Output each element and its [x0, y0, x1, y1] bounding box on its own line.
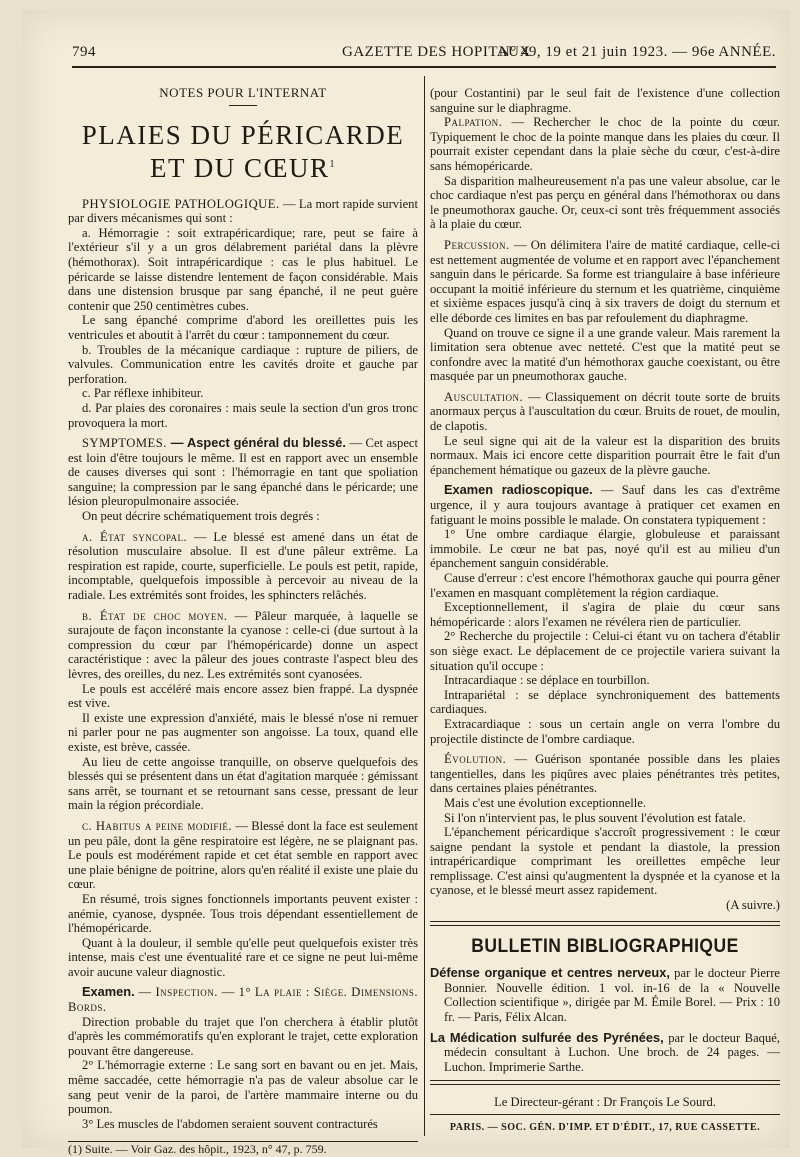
paragraph: Quant à la douleur, il semble qu'elle peut quelquefois exister très intense, mais c'est une éventualité rare et ce signe ne peut lui-même avoir aucune valeur diagnostic. [68, 935, 418, 979]
paragraph-text: — Pâleur marquée, à laquelle se surajoute de façon inconstante la cyanose : celle-ci (due surtout à la compression du cœur par l'hémopéricarde) donne un aspect caractéristique : avec la pâleur des joues contraste l'aspect bleu des lèvres, des oreilles, du nez. Les extrémités sont cyanosées. [68, 608, 418, 681]
paragraph-text: — Rechercher le choc de la pointe du cœur. Typiquement le choc de la pointe manque dans les plaies du cœur. Il pourrait exister cependant dans la plaie sèche du cœur, c'est-à-dire sans hémopéricarde. [430, 115, 780, 173]
title-divider [229, 105, 257, 106]
article-title [68, 120, 418, 183]
paragraph [68, 530, 418, 603]
subheading: SYMPTOMES. [82, 436, 167, 451]
paragraph [430, 483, 780, 527]
paragraph: Intrapariétal : se déplace synchroniquement des battements cardiaques. [430, 687, 780, 717]
left-column [68, 86, 418, 1157]
bibliography-list [430, 966, 780, 1074]
paragraph-text: — La mort rapide survient par divers mécanismes qui sont : [68, 196, 418, 226]
subheading-bold: — Aspect général du blessé. [166, 435, 346, 451]
paragraph: 1° Une ombre cardiaque élargie, globuleuse et paraissant immobile. Le cœur ne bat pas, noyé qu'il est au milieu d'un épanchement sanguin considérable. [430, 527, 780, 571]
bibliography-entry [430, 1031, 780, 1075]
paragraph: En résumé, trois signes fonctionnels importants peuvent exister : anémie, cyanose, dyspnée. Tous trois dépendant essentiellement de l'hémopéricarde. [68, 891, 418, 936]
subheading: Percussion. [444, 237, 510, 252]
subheading: a. État syncopal. [82, 529, 188, 544]
paragraph: Le pouls est accéléré mais encore assez bien frappé. La dyspnée est vive. [68, 681, 418, 711]
paragraph [68, 985, 418, 1014]
paragraph-text: — Sauf dans les cas d'extrême urgence, il y aura toujours avantage à pratiquer cet examen en fatiguant le moins possible le malade. On constatera typiquement : [430, 483, 780, 527]
bibliography-entry [430, 966, 780, 1024]
subheading: c. Habitus a peine modifié. [82, 818, 233, 833]
subheading: PHYSIOLOGIE PATHOLOGIQUE. [82, 196, 280, 211]
paragraph: Sa disparition malheureusement n'a pas une valeur absolue, car le choc cardiaque n'est pas perçu en général dans l'hémothorax ou dans le pneumothorax gauche. Or, ceux-ci sont très fréquemment associés à la plaie du cœur. [430, 173, 780, 232]
book-details: par le docteur Pierre Bonnier. Nouvelle édition. 1 vol. in-16 de la « Nouvelle Collection scientifique », dirigée par M. Émile Borel. — Prix : 10 fr. — Paris, Félix Alcan. [444, 966, 780, 1025]
paragraph: 2° Recherche du projectile : Celui-ci étant vu on tachera d'établir son siège exact. Le déplacement de ce projectile variera suivant la situation qu'il occupe : [430, 629, 780, 673]
paragraph: On peut décrire schématiquement trois degrés : [82, 509, 320, 524]
paragraph: Quand on trouve ce signe il a une grande valeur. Mais rarement la limitation sera obtenue avec netteté. C'est que la matité peut se confondre avec la matité d'un hémothorax gauche coexistant, ou être masquée par un pneumothorax gauche. [430, 325, 780, 384]
bulletin-rule [430, 921, 780, 926]
printer-imprint: PARIS. — SOC. GÉN. D'IMP. ET D'ÉDIT., 17, RUE CASSETTE. [449, 1122, 761, 1133]
paragraph: Le sang épanché comprime d'abord les oreillettes puis les ventricules et aboutit à l'arrêt du cœur : tamponnement du cœur. [68, 313, 418, 342]
column-divider [424, 76, 425, 1136]
paragraph: c. Par réflexe inhibiteur. [82, 386, 204, 401]
footnote: (1) Suite. — Voir Gaz. des hôpit., 1923, n° 47, p. 759. [68, 1142, 327, 1157]
book-title: La Médication sulfurée des Pyrénées, [430, 1029, 664, 1045]
paragraph [430, 238, 780, 326]
issue-info: N° 49, 19 et 21 juin 1923. — 96e ANNÉE. [498, 44, 776, 60]
title-line-2: ET DU CŒUR [149, 152, 330, 183]
book-title: Défense organique et centres nerveux, [430, 965, 670, 981]
subheading: Palpation. [444, 115, 503, 130]
paragraph-text: — Blessé dont la face est seulement un peu pâle, dont la gêne respiratoire est légère, ne se plaignant pas. Le pouls est modérément rapide et cet état semble en rapport avec une plaie bénigne de poitrine, alors qu'en réalité il existe une plaie du cœur. [68, 818, 418, 892]
paragraph-text: — Cet aspect est loin d'être toujours le même. Il est en rapport avec un ensemble de causes diverses qui sont : l'hémorragie en tant que spoliation sanguine; la compression par le sang épanché dans le péricarde; une lésion pleuropulmonaire associée. [68, 436, 418, 509]
paragraph: 2° L'hémorragie externe : Le sang sort en bavant ou en jet. Mais, même saccadée, cette hémorragie n'a pas de valeur absolue car le sang peut venir de la paroi, de l'artère mammaire interne ou du poumon. [68, 1058, 418, 1117]
paragraph-text: — Classiquement on décrit toute sorte de bruits anormaux perçus à l'auscultation du cœur. Bruits de rouet, de moulin, de clapotis. [430, 389, 780, 434]
paragraph [430, 752, 780, 796]
director-manager: Le Directeur-gérant : Dr François Le Sourd. [494, 1095, 716, 1110]
paragraph: Cause d'erreur : c'est encore l'hémothorax gauche qui pourra gêner l'examen en masquant complètement la région cardiaque. [430, 571, 780, 600]
paragraph: Si l'on n'intervient pas, le plus souvent l'évolution est fatale. [444, 810, 746, 825]
right-column [430, 86, 780, 1136]
bulletin-title: BULLETIN BIBLIOGRAPHIQUE [471, 935, 739, 957]
journal-name: GAZETTE DES HOPITAUX [342, 44, 531, 60]
paragraph: d. Par plaies des coronaires : mais seule la section d'un gros tronc provoquera la mort. [68, 400, 418, 430]
paragraph: Mais c'est une évolution exceptionnelle. [444, 795, 646, 810]
subheading: Évolution. [444, 752, 507, 767]
paragraph: Il existe une expression d'anxiété, mais le blessé n'ose ni remuer ni parler pour ne pas augmenter son angoisse. La toux, quand elle existe, est brève, cassée. [68, 710, 418, 754]
header-rule [72, 66, 776, 68]
paragraph: Intracardiaque : se déplace en tourbillon. [444, 673, 650, 688]
imprint-rule [430, 1114, 780, 1115]
paragraph-text: — On délimitera l'aire de matité cardiaque, celle-ci est nettement augmentée de volume et en rapport avec l'épanchement sanguin dans le péricarde. Sa forme est triangulaire à base inférieure occupant la moitié inférieure du sternum et les quatrième, cinquième et sixième espaces jusqu'à cinq à six travers de doigt du sternum et elle déborde ces limites en bas par refoulement du diaphragme. [430, 237, 780, 325]
paragraph-text: — Inspection. — 1° La plaie : Siège. Dimensions. Bords. [68, 985, 418, 1015]
paragraph [68, 197, 418, 226]
paragraph [68, 609, 418, 682]
page-header [72, 38, 776, 68]
gerant-rule [430, 1080, 780, 1085]
paragraph: Exceptionnellement, il s'agira de plaie du cœur sans hémopéricarde : alors l'examen ne révélera rien de particulier. [430, 600, 780, 629]
subheading-bold: Examen radioscopique. [444, 482, 593, 498]
paragraph: (pour Costantini) par le seul fait de l'existence d'une collection sanguine sur le diaphragme. [430, 86, 780, 115]
section-heading: NOTES POUR L'INTERNAT [159, 85, 327, 100]
paragraph: Au lieu de cette angoisse tranquille, on observe quelquefois des blessés qui se présentent dans un état d'agitation marquée : gémissant sans arrêt, se tournant et se retournant sans cesse, pressant de leur main la région précordiale. [68, 754, 418, 813]
paragraph: L'épanchement péricardique s'accroît progressivement : le cœur saigne pendant la systole et pendant la diastole, la pression intrapéricardique comprimant les oreillettes empêche leur remplissage. C'est ainsi qu'augmentent la dyspnée et la cyanose et la cyanose, et le blessé meurt assez rapidement. [430, 825, 780, 898]
paragraph: a. Hémorragie : soit extrapéricardique; rare, peut se faire à l'extérieur s'il y a un gros délabrement pariétal dans la plèvre (hémothorax). Soit intrapéricardique : cas le plus habituel. Le péricarde se laisse distendre lentement de façon considérable. Mais dans une distension brusque par sang épanché, il ne peut guère contenir que 250 centimètres cubes. [68, 225, 418, 313]
paragraph [68, 436, 418, 509]
paragraph [430, 390, 780, 434]
title-line-1: PLAIES DU PÉRICARDE [81, 119, 405, 150]
paragraph: Extracardiaque : sous un certain angle on verra l'ombre du projectile distincte de l'ombre cardiaque. [430, 716, 780, 746]
paragraph [430, 115, 780, 173]
book-details: par le docteur Baqué, médecin consultant à Luchon. Une broch. de 24 pages. — Luchon. Imprimerie Sarthe. [444, 1030, 780, 1074]
subheading: b. État de choc moyen. [82, 608, 228, 623]
subheading: Auscultation. [444, 389, 524, 404]
subheading-bold: Examen. [82, 984, 135, 1000]
paragraph [68, 819, 418, 892]
paragraph: Le seul signe qui ait de la valeur est la disparition des bruits normaux. Mais ici encore cette disparition pourrait être le fait d'un épanchement hématique ou gazeux de la plèvre gauche. [430, 433, 780, 477]
page-number: 794 [72, 44, 96, 60]
paragraph: Direction probable du trajet que l'on cherchera à établir plutôt d'après les commémoratifs qu'en explorant le trajet, cette exploration pouvant être dangereuse. [68, 1014, 418, 1058]
paragraph: b. Troubles de la mécanique cardiaque : rupture de piliers, de valvules. Communication entre les cavités droite et gauche par perforation. [68, 342, 418, 386]
title-footnote-mark: 1 [329, 158, 337, 170]
newspaper-page [22, 10, 790, 1157]
paragraph: 3° Les muscles de l'abdomen seraient souvent contracturés [82, 1116, 378, 1131]
paragraph-text: — Guérison spontanée possible dans les plaies tangentielles, dans les piqûres avec plaies pénétrantes très petites, dans certaines plaies pénétrantes. [430, 752, 780, 796]
paragraph-text: — Le blessé est amené dans un état de résolution musculaire absolue. Il est d'une pâleur extrême. La respiration est rapide, courte, superficielle. Le pouls est petit, rapide, incomptable, quelquefois impossible à percevoir au niveau de la radiale. Les extrémités sont froides, les sphincters relâchés. [68, 529, 418, 603]
to-be-continued: (A suivre.) [726, 898, 780, 913]
